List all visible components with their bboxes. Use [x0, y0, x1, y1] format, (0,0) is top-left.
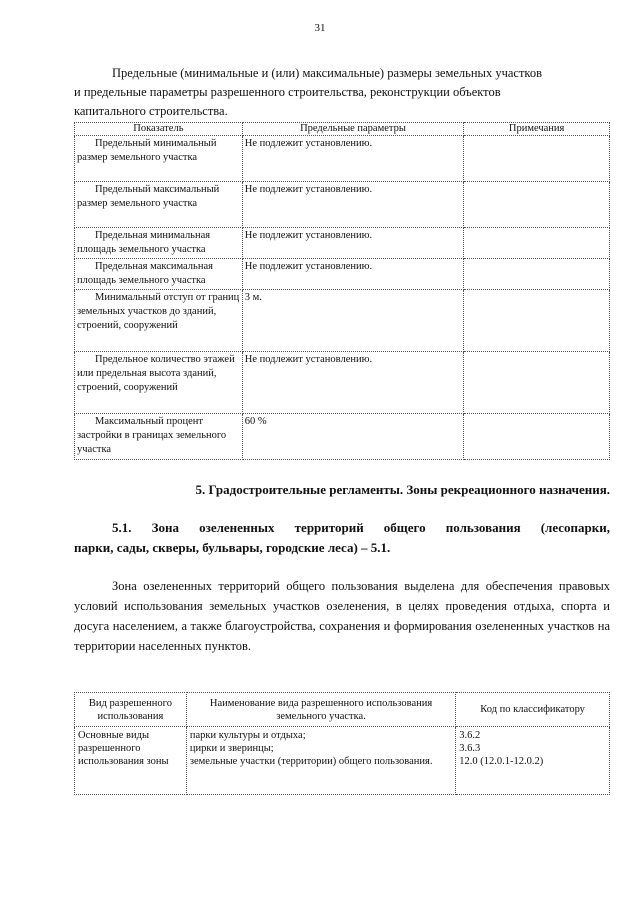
- value-cell: Не подлежит установлению.: [242, 259, 464, 290]
- subsection-heading-line-2: парки, сады, скверы, бульвары, городские леса) – 5.1.: [74, 540, 391, 555]
- subsection-heading: [74, 518, 610, 558]
- page-number: 31: [314, 22, 326, 34]
- column-header: Предельные параметры: [242, 123, 464, 136]
- column-header: Примечания: [464, 123, 610, 136]
- indicator-cell: Максимальный процент застройки в границах земельного участка: [75, 414, 243, 460]
- intro-line-1: Предельные (минимальные и (или) максимальные) размеры земельных участков: [112, 66, 543, 80]
- use-name: цирки и зверинцы;: [189, 743, 274, 754]
- value-cell: Не подлежит установлению.: [242, 182, 464, 228]
- note-cell: [464, 414, 610, 460]
- table-row: [75, 182, 610, 228]
- table-row: [75, 414, 610, 460]
- zone-description-text: Зона озелененных территорий общего пользования выделена для обеспечения правовых условий использования земельных участков озеленения, в целях проведения отдыха, спорта и досуга населением, а также благоустройства, сохранения и формирования озелененных участков на территории населенных пунктов.: [74, 579, 610, 653]
- column-header: Наименование вида разрешенного использования земельного участка.: [186, 693, 455, 727]
- note-cell: [464, 228, 610, 259]
- note-cell: [464, 182, 610, 228]
- subsection-heading-line-1: 5.1. Зона озелененных территорий общего пользования (лесопарки,: [112, 520, 610, 535]
- note-cell: [464, 136, 610, 182]
- note-cell: [464, 352, 610, 414]
- indicator-cell: Предельная максимальная площадь земельного участка: [75, 259, 243, 290]
- indicator-cell: Предельный максимальный размер земельного участка: [75, 182, 243, 228]
- zone-description: [74, 576, 610, 656]
- classifier-code: 3.6.3: [459, 743, 481, 754]
- table-row: [75, 727, 610, 795]
- intro-line-3: капитального строительства.: [74, 104, 228, 118]
- use-type-cell: Основные виды разрешенного использования зоны: [75, 727, 187, 795]
- indicator-cell: Предельный минимальный размер земельного участка: [75, 136, 243, 182]
- table-row: [75, 136, 610, 182]
- table-row: [75, 259, 610, 290]
- use-names-cell: [186, 727, 455, 795]
- table-header-row: [75, 123, 610, 136]
- value-cell: 60 %: [242, 414, 464, 460]
- section-heading: 5. Градостроительные регламенты. Зоны рекреационного назначения.: [195, 482, 610, 497]
- classifier-code: 3.6.2: [459, 730, 481, 741]
- parameters-table: [74, 122, 610, 460]
- column-header: Вид разрешенного использования: [75, 693, 187, 727]
- table-header-row: [75, 693, 610, 727]
- value-cell: Не подлежит установлению.: [242, 352, 464, 414]
- use-name: парки культуры и отдыха;: [189, 730, 306, 741]
- indicator-cell: Предельная минимальная площадь земельного участка: [75, 228, 243, 259]
- value-cell: Не подлежит установлению.: [242, 136, 464, 182]
- use-name: земельные участки (территории) общего пользования.: [189, 756, 433, 767]
- value-cell: 3 м.: [242, 290, 464, 352]
- column-header: Код по классификатору: [456, 693, 610, 727]
- codes-cell: [456, 727, 610, 795]
- indicator-cell: Минимальный отступ от границ земельных участков до зданий, строений, сооружений: [75, 290, 243, 352]
- classifier-code: 12.0 (12.0.1-12.0.2): [459, 756, 544, 767]
- value-cell: Не подлежит установлению.: [242, 228, 464, 259]
- table-row: [75, 228, 610, 259]
- table-row: [75, 352, 610, 414]
- intro-line-2: и предельные параметры разрешенного строительства, реконструкции объектов: [74, 85, 501, 99]
- table-row: [75, 290, 610, 352]
- column-header: Показатель: [75, 123, 243, 136]
- intro-text: [74, 64, 610, 121]
- permitted-use-table: [74, 692, 610, 795]
- note-cell: [464, 259, 610, 290]
- indicator-cell: Предельное количество этажей или предельная высота зданий, строений, сооружений: [75, 352, 243, 414]
- note-cell: [464, 290, 610, 352]
